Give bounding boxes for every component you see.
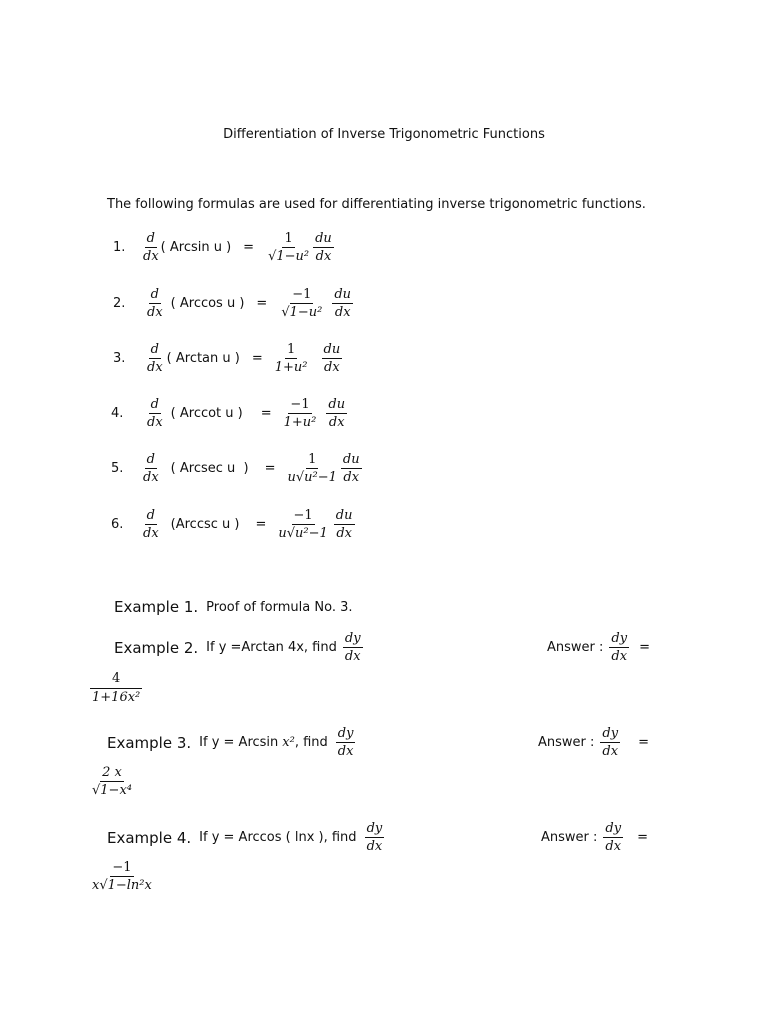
example-4-answer (90, 861, 154, 892)
equals-sign: = (251, 351, 263, 366)
example-2-answer-label (547, 632, 650, 663)
example-variable: x² (282, 735, 295, 750)
example-3 (107, 727, 355, 758)
function-label: ( Arccos u ) (170, 296, 245, 311)
example-text: If y =Arctan 4x, find (206, 640, 337, 655)
example-heading: Example 1. (114, 598, 199, 616)
example-heading: Example 2. (114, 638, 199, 657)
function-label: ( Arccot u ) (170, 406, 243, 421)
d-dx-fraction: $\frac{d}{dx}$ (143, 231, 159, 264)
result-fraction: $\frac{-1}{\text{√1−u²}}$ (281, 287, 323, 320)
example-2 (114, 632, 363, 663)
equals-sign: = (638, 735, 649, 750)
equals-sign: = (264, 461, 276, 476)
equals-sign: = (243, 240, 255, 255)
formula-5 (111, 453, 362, 484)
answer-label: Answer : (538, 735, 595, 750)
example-1 (114, 598, 352, 616)
equals-sign: = (637, 830, 648, 845)
formula-number: 4. (111, 406, 124, 421)
formula-number: 1. (113, 240, 126, 255)
du-dx-fraction: $\frac{du}{dx}$ (335, 508, 353, 541)
intro-text: The following formulas are used for differentiating inverse trigonometric functions. (107, 197, 646, 212)
example-text: Proof of formula No. 3. (206, 599, 353, 615)
result-fraction: $\frac{-1}{\text{1+u²}}$ (283, 397, 317, 430)
dy-dx-fraction: $\frac{dy}{dx}$ (344, 631, 361, 664)
answer-label: Answer : (541, 830, 598, 845)
example-text-find: , find (294, 735, 328, 750)
d-dx-fraction: $\frac{d}{dx}$ (147, 397, 163, 430)
answer-fraction: $\frac{-1}{\text{x√1−ln²x}}$ (92, 860, 152, 893)
formula-number: 5. (111, 461, 124, 476)
result-fraction: $\frac{-1}{\text{u√u²−1}}$ (278, 508, 328, 541)
formula-2 (113, 288, 353, 319)
function-label: ( Arctan u ) (166, 351, 240, 366)
example-text: If y = Arcsin (199, 735, 279, 750)
equals-sign: = (256, 296, 268, 311)
dy-dx-fraction: $\frac{dy}{dx}$ (611, 631, 628, 664)
example-4-answer-label (541, 822, 648, 853)
answer-label: Answer : (547, 640, 604, 655)
d-dx-fraction: $\frac{d}{dx}$ (143, 508, 159, 541)
formula-number: 3. (113, 351, 126, 366)
formula-3 (113, 343, 342, 374)
page-title: Differentiation of Inverse Trigonometric Functions (223, 127, 545, 142)
function-label: ( Arcsec u ) (170, 461, 249, 476)
example-4 (107, 822, 384, 853)
dy-dx-fraction: $\frac{dy}{dx}$ (602, 726, 619, 759)
result-fraction: $\frac{1}{\text{1+u²}}$ (274, 342, 308, 375)
du-dx-fraction: $\frac{du}{dx}$ (315, 231, 332, 264)
function-label: ( Arcsin u ) (160, 240, 232, 255)
du-dx-fraction: $\frac{du}{dx}$ (323, 342, 341, 375)
formula-1 (113, 232, 334, 263)
formula-6 (111, 509, 355, 540)
function-label: (Arccsc u ) (170, 517, 240, 532)
du-dx-fraction: $\frac{du}{dx}$ (334, 287, 352, 320)
result-fraction: $\frac{1}{\text{u√u²−1}}$ (287, 452, 337, 485)
example-3-answer-label (538, 727, 649, 758)
formula-4 (111, 398, 347, 429)
formula-number: 2. (113, 296, 126, 311)
d-dx-fraction: $\frac{d}{dx}$ (147, 287, 163, 320)
dy-dx-fraction: $\frac{dy}{dx}$ (605, 821, 622, 854)
du-dx-fraction: $\frac{du}{dx}$ (328, 397, 346, 430)
equals-sign: = (639, 640, 650, 655)
result-fraction: $\frac{1}{\text{√1−u²}}$ (268, 231, 310, 264)
answer-fraction: $\frac{2 x}{\text{√1−x⁴}}$ (92, 765, 132, 798)
equals-sign: = (255, 517, 267, 532)
answer-fraction: $\frac{4}{\text{1+16x²}}$ (90, 672, 142, 704)
dy-dx-fraction: $\frac{dy}{dx}$ (337, 726, 354, 759)
d-dx-fraction: $\frac{d}{dx}$ (147, 342, 163, 375)
example-heading: Example 4. (107, 828, 192, 847)
equals-sign: = (260, 406, 272, 421)
dy-dx-fraction: $\frac{dy}{dx}$ (366, 821, 383, 854)
du-dx-fraction: $\frac{du}{dx}$ (342, 452, 360, 485)
example-2-answer (90, 672, 142, 704)
formula-number: 6. (111, 517, 124, 532)
d-dx-fraction: $\frac{d}{dx}$ (143, 452, 159, 485)
example-3-answer (90, 766, 134, 797)
example-text: If y = Arccos ( lnx ), find (199, 830, 357, 845)
example-heading: Example 3. (107, 733, 192, 752)
